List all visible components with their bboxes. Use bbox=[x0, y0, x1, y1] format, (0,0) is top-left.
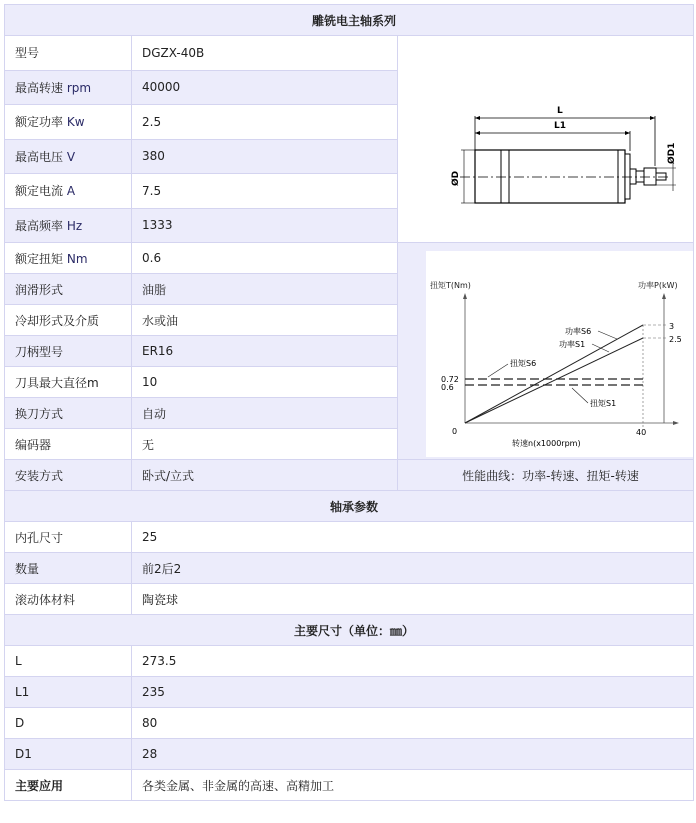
spec-value: 2.5 bbox=[132, 105, 398, 140]
series-label: 功率S1 bbox=[559, 339, 586, 349]
chart-cell bbox=[398, 243, 694, 460]
spec-value: 水或油 bbox=[132, 305, 398, 336]
table-row bbox=[5, 739, 694, 770]
y-left-tick: 0.6 bbox=[441, 382, 454, 392]
table-row bbox=[5, 36, 694, 71]
bearing-label: 滚动体材料 bbox=[5, 584, 132, 615]
section-header-bearing: 轴承参数 bbox=[5, 491, 694, 522]
table-row bbox=[5, 584, 694, 615]
spec-label: 换刀方式 bbox=[5, 398, 132, 429]
dimension-value: 28 bbox=[132, 739, 694, 770]
dimension-label: D bbox=[5, 708, 132, 739]
spec-label: 最高转速 rpm bbox=[5, 70, 132, 105]
spec-value: ER16 bbox=[132, 336, 398, 367]
spec-label: 额定扭矩 Nm bbox=[5, 243, 132, 274]
x-tick: 0 bbox=[452, 426, 458, 436]
bearing-value: 25 bbox=[132, 522, 694, 553]
spindle-drawing bbox=[408, 36, 696, 242]
spec-value: 7.5 bbox=[132, 174, 398, 209]
dimension-value: 80 bbox=[132, 708, 694, 739]
table-row bbox=[5, 708, 694, 739]
table-row bbox=[5, 243, 694, 274]
series-label: 功率S6 bbox=[565, 326, 592, 336]
label-L: L bbox=[557, 106, 563, 116]
spec-label: 编码器 bbox=[5, 429, 132, 460]
spec-value: 无 bbox=[132, 429, 398, 460]
y-left-label: 扭矩T(Nm) bbox=[430, 280, 471, 290]
dimension-value: 235 bbox=[132, 677, 694, 708]
dimension-label: L bbox=[5, 646, 132, 677]
drawing-cell bbox=[398, 36, 694, 243]
spec-label: 冷却形式及介质 bbox=[5, 305, 132, 336]
spec-label: 最高电压 V bbox=[5, 139, 132, 174]
dimension-label: D1 bbox=[5, 739, 132, 770]
spec-value: 40000 bbox=[132, 70, 398, 105]
label-D: ØD bbox=[451, 170, 461, 186]
series-label: 扭矩S6 bbox=[510, 358, 537, 368]
bearing-label: 数量 bbox=[5, 553, 132, 584]
section-header-dimensions: 主要尺寸（单位：㎜） bbox=[5, 615, 694, 646]
table-title: 雕铣电主轴系列 bbox=[5, 5, 694, 36]
y-right-tick: 3 bbox=[669, 321, 675, 331]
table-row bbox=[5, 522, 694, 553]
spec-label: 刀具最大直径m bbox=[5, 367, 132, 398]
table-row bbox=[5, 460, 694, 491]
spec-label: 刀柄型号 bbox=[5, 336, 132, 367]
table-row bbox=[5, 553, 694, 584]
bearing-value: 陶瓷球 bbox=[132, 584, 694, 615]
table-row bbox=[5, 770, 694, 801]
spec-value: DGZX-40B bbox=[132, 36, 398, 71]
dimension-value: 273.5 bbox=[132, 646, 694, 677]
spec-value: 卧式/立式 bbox=[132, 460, 398, 491]
spec-label: 额定功率 Kw bbox=[5, 105, 132, 140]
x-axis-label: 转速n(x1000rpm) bbox=[512, 438, 581, 448]
spec-value: 自动 bbox=[132, 398, 398, 429]
spec-label: 最高频率 Hz bbox=[5, 208, 132, 243]
x-tick: 40 bbox=[636, 427, 647, 437]
bearing-value: 前2后2 bbox=[132, 553, 694, 584]
dimension-label: L1 bbox=[5, 677, 132, 708]
spec-label: 额定电流 A bbox=[5, 174, 132, 209]
application-label: 主要应用 bbox=[5, 770, 132, 801]
spec-value: 油脂 bbox=[132, 274, 398, 305]
y-right-tick: 2.5 bbox=[669, 334, 682, 344]
label-L1: L1 bbox=[554, 121, 566, 131]
application-value: 各类金属、非金属的高速、高精加工 bbox=[132, 770, 694, 801]
spec-value: 0.6 bbox=[132, 243, 398, 274]
spec-label: 润滑形式 bbox=[5, 274, 132, 305]
spec-value: 10 bbox=[132, 367, 398, 398]
y-right-label: 功率P(kW) bbox=[638, 280, 678, 290]
table-row bbox=[5, 677, 694, 708]
table-row bbox=[5, 646, 694, 677]
spec-value: 380 bbox=[132, 139, 398, 174]
series-label: 扭矩S1 bbox=[590, 398, 617, 408]
spec-table bbox=[4, 4, 694, 801]
spec-label: 型号 bbox=[5, 36, 132, 71]
y-left-tick: 0.72 bbox=[441, 374, 459, 384]
chart-caption: 性能曲线：功率-转速、扭矩-转速 bbox=[398, 460, 694, 491]
spec-label: 安装方式 bbox=[5, 460, 132, 491]
bearing-label: 内孔尺寸 bbox=[5, 522, 132, 553]
label-D1: ØD1 bbox=[667, 142, 677, 164]
performance-chart bbox=[426, 251, 693, 457]
spec-value: 1333 bbox=[132, 208, 398, 243]
